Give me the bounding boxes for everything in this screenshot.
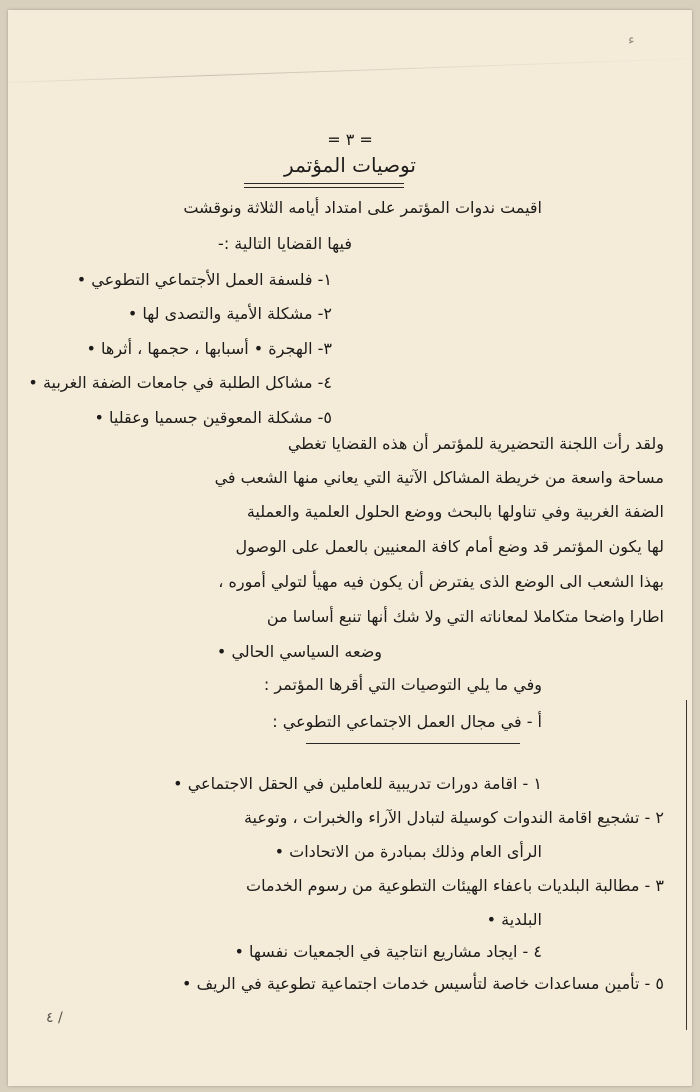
body-line: الضفة الغربية وفي تناولها بالبحث ووضع الحلول العلمية والعملية: [246, 502, 664, 521]
page-title: توصيات المؤتمر: [284, 153, 416, 177]
body-line: لها يكون المؤتمر قد وضع أمام كافة المعنيين بالعمل على الوصول: [235, 537, 664, 556]
body-line: ولقد رأت اللجنة التحضيرية للمؤتمر أن هذه القضايا تغطي: [287, 434, 664, 453]
recommendation-item: ١ - اقامة دورات تدريبية للعاملين في الحقل الاجتماعي •: [173, 774, 542, 793]
body-line: مساحة واسعة من خريطة المشاكل الآتية التي يعاني منها الشعب في: [214, 468, 664, 487]
page-number: = ٣ =: [327, 130, 373, 149]
body-line: وضعه السياسي الحالي •: [216, 642, 382, 661]
body-line: فيها القضايا التالية :-: [218, 234, 352, 253]
document-page: [8, 10, 692, 1086]
recommendation-item: ٥ - تأمين مساعدات خاصة لتأسيس خدمات اجتماعية تطوعية في الريف •: [182, 974, 664, 993]
section-heading: أ - في مجال العمل الاجتماعي التطوعي :: [272, 712, 542, 731]
list-item: ٤- مشاكل الطلبة في جامعات الضفة الغربية •: [28, 373, 332, 392]
body-line: اقيمت ندوات المؤتمر على امتداد أيامه الثلاثة ونوقشت: [183, 198, 542, 217]
recommendation-item: ٣ - مطالبة البلديات باعفاء الهيئات التطوعية من رسوم الخدمات: [246, 876, 664, 895]
list-item: ٥- مشكلة المعوقين جسميا وعقليا •: [94, 408, 332, 427]
body-line: اطارا واضحا متكاملا لمعاناته التي ولا شك أنها تنبع أساسا من: [266, 607, 664, 626]
recommendation-item: البلدية •: [486, 910, 542, 929]
body-line: بهذا الشعب الى الوضع الذى يفترض أن يكون فيه مهيأ لتولي أموره ،: [218, 572, 664, 591]
list-item: ٢- مشكلة الأمية والتصدى لها •: [127, 304, 332, 323]
list-item: ٣- الهجرة • أسبابها ، حجمها ، أثرها •: [86, 339, 332, 358]
list-item: ١- فلسفة العمل الأجتماعي التطوعي •: [76, 270, 332, 289]
handwritten-page-mark: ٤ /: [46, 1010, 63, 1026]
recommendation-item: ٤ - ايجاد مشاريع انتاجية في الجمعيات نفسها •: [234, 942, 542, 961]
recommendation-item: ٢ - تشجيع اقامة الندوات كوسيلة لتبادل الآراء والخبرات ، وتوعية: [243, 808, 664, 827]
paper-fold-crease: [8, 58, 692, 83]
recommendation-item: الرأى العام وذلك بمبادرة من الاتحادات •: [274, 842, 542, 861]
corner-pencil-mark: ء: [628, 32, 635, 48]
body-line: وفي ما يلي التوصيات التي أقرها المؤتمر :: [263, 675, 542, 694]
title-underline-double: [244, 187, 404, 188]
margin-binding-line: [686, 700, 687, 1030]
section-divider: [306, 743, 520, 744]
title-underline: [244, 183, 404, 184]
